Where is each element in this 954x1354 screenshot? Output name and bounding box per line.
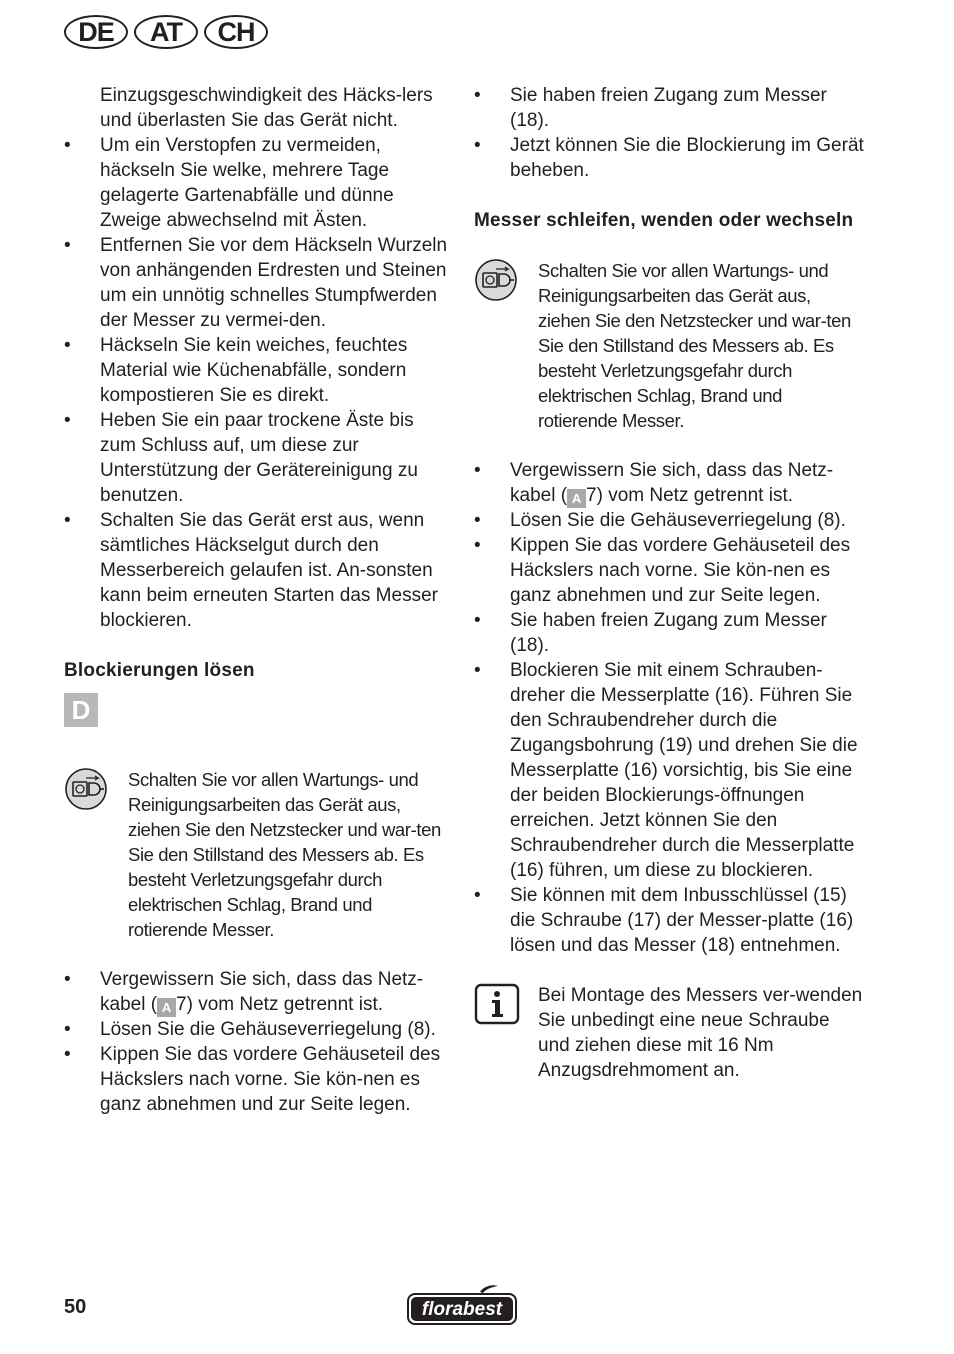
page-number: 50 [64,1296,87,1318]
warning-notice [64,767,454,942]
list-item: • Entfernen Sie vor dem Häckseln Wurzeln von anhängenden Erdresten und Steinen um ein unnötig schnelles Stumpfwerden der Messer zu vermei-den. [64,233,454,333]
list-item: • Kippen Sie das vordere Gehäuseteil des Häckslers nach vorne. Sie kön-nen es ganz abnehmen und zur Seite legen. [474,533,864,608]
steps-list [64,967,454,1117]
list-item: • Blockieren Sie mit einem Schrauben-dreher die Messerplatte (16). Führen Sie den Schraubendreher durch die Zugangsbohrung (19) und drehen Sie die Messerplatte (16) vorsichtig, bis Sie eine der beiden Blockierungs-öffnungen erreichen. Jetzt können Sie den Schraubendreher durch die Messerplatte (16) führen, um diese zu blockieren. [474,658,864,883]
section-heading-blockierungen: Blockierungen lösen [64,660,255,681]
list-item: • Jetzt können Sie die Blockierung im Gerät beheben. [474,133,864,183]
tips-list [64,133,454,633]
unplug-icon [474,258,538,433]
list-item: • Sie haben freien Zugang zum Messer (18). [474,83,864,133]
list-item: • Lösen Sie die Gehäuseverriegelung (8). [64,1017,454,1042]
steps-list-continued [474,83,864,183]
list-item: • Kippen Sie das vordere Gehäuseteil des Häckslers nach vorne. Sie kön-nen es ganz abnehmen und zur Seite legen. [64,1042,454,1117]
left-column [64,83,454,1117]
steps-list [474,458,864,958]
florabest-logo [406,1284,518,1333]
figure-ref-a: A [157,998,176,1017]
warning-text: Schalten Sie vor allen Wartungs- und Reinigungsarbeiten das Gerät aus, ziehen Sie den Netzstecker und war-ten Sie den Stillstand des Messers ab. Es besteht Verletzungsgefahr durch elektrischen Schlag, Brand und rotierende Messer. [128,769,441,940]
badge-at: AT [134,15,198,49]
step-text: 7) vom Netz getrennt ist. [176,994,383,1015]
info-text: Bei Montage des Messers ver-wenden Sie unbedingt eine neue Schraube und ziehen diese mit 16 Nm Anzugsdrehmoment an. [538,985,863,1081]
list-item: • Schalten Sie das Gerät erst aus, wenn sämtliches Häckselgut durch den Messerbereich gelaufen ist. An-sonsten kann beim erneuten Starten das Messer blockieren. [64,508,454,633]
list-item: • Sie können mit dem Inbusschlüssel (15) die Schraube (17) der Messer-platte (16) lösen und das Messer (18) entnehmen. [474,883,864,958]
list-item [474,458,864,508]
list-item: • Heben Sie ein paar trockene Äste bis zum Schluss auf, um diese zur Unterstützung der Gerätereinigung zu benutzen. [64,408,454,508]
list-item: • Sie haben freien Zugang zum Messer (18). [474,608,864,658]
step-text: Vergewissern Sie sich, dass das Netz-kabel ( [100,969,424,1015]
brand-text: florabest [421,1299,503,1320]
info-notice [474,983,864,1083]
badge-de: DE [64,15,128,49]
list-item [64,967,454,1017]
right-column [474,83,864,1083]
list-item: • Häckseln Sie kein weiches, feuchtes Material wie Küchenabfälle, sondern kompostieren Sie es direkt. [64,333,454,408]
step-text: 7) vom Netz getrennt ist. [586,485,793,506]
step-text: Vergewissern Sie sich, dass das Netz-kabel ( [510,460,834,506]
figure-ref-box: D [64,693,98,727]
warning-notice [474,258,864,433]
intro-continued: Einzugsgeschwindigkeit des Häcks-lers und überlasten Sie das Gerät nicht. [100,85,433,131]
info-icon [474,983,538,1083]
list-item: • Um ein Verstopfen zu vermeiden, häckseln Sie welke, mehrere Tage gelagerte Gartenabfälle und dünne Zweige abwechselnd mit Ästen. [64,133,454,233]
warning-text: Schalten Sie vor allen Wartungs- und Reinigungsarbeiten das Gerät aus, ziehen Sie den Netzstecker und war-ten Sie den Stillstand des Messers ab. Es besteht Verletzungsgefahr durch elektrischen Schlag, Brand und rotierende Messer. [538,260,851,431]
unplug-icon [64,767,128,942]
badge-ch: CH [204,15,268,49]
list-item: • Lösen Sie die Gehäuseverriegelung (8). [474,508,864,533]
country-badges [64,15,268,49]
section-heading-messer: Messer schleifen, wenden oder wechseln [474,210,854,231]
figure-ref-a: A [567,489,586,508]
